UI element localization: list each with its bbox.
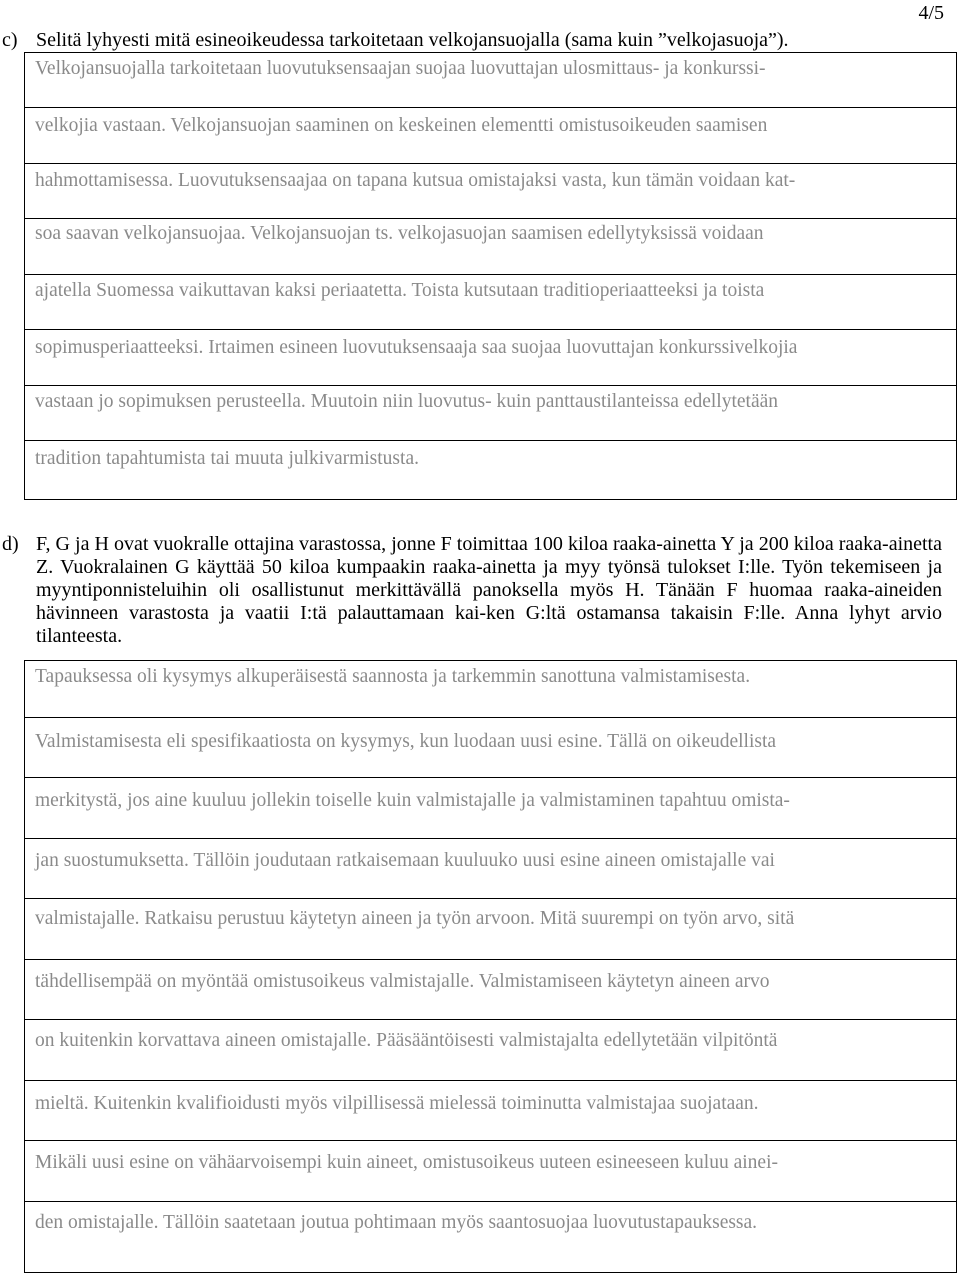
answer-d-rule	[25, 838, 956, 839]
answer-c-line: ajatella Suomessa vaikuttavan kaksi periaatetta. Toista kutsutaan traditioperiaatteeksi ja toista	[35, 280, 765, 301]
answer-d-line: Tapauksessa oli kysymys alkuperäisestä saannosta ja tarkemmin sanottuna valmistamisesta.	[35, 666, 751, 687]
answer-d-rule	[25, 1080, 956, 1081]
answer-c-rule	[25, 107, 956, 108]
question-d-text: F, G ja H ovat vuokralle ottajina varastossa, jonne F toimittaa 100 kiloa raaka-ainetta Y ja 200 kiloa raaka-ainetta Z. Vuokralainen G käyttää 50 kiloa kumpaakin raaka-ainetta ja myy työnsä tulokset I:lle. Työn tekemiseen ja myyntiponnisteluihin oli osallistunut merkittävällä panoksella myös H. Tänään F huomaa raaka-aineiden hävinneen varastosta ja vaatii I:tä palauttamaan kai-ken G:ltä ostamansa takaisin F:lle. Anna lyhyt arvio tilanteesta.	[36, 533, 942, 647]
answer-d-line: den omistajalle. Tällöin saatetaan joutua pohtimaan myös saantosuojaa luovutustapauksessa.	[35, 1212, 758, 1233]
answer-c-line: vastaan jo sopimuksen perusteella. Muutoin niin luovutus- kuin panttaustilanteissa edellytetään	[35, 391, 779, 412]
answer-d-rule	[25, 959, 956, 960]
answer-c-line: hahmottamisessa. Luovutuksensaajaa on tapana kutsua omistajaksi vasta, kun tämän voidaan kat-	[35, 170, 796, 191]
answer-d-line: on kuitenkin korvattava aineen omistajalle. Pääsääntöisesti valmistajalta edellytetään vilpitöntä	[35, 1030, 778, 1051]
answer-c-rule	[25, 274, 956, 275]
answer-c-line: velkojia vastaan. Velkojansuojan saaminen on keskeinen elementti omistusoikeuden saamisen	[35, 115, 768, 136]
answer-d-rule	[25, 1140, 956, 1141]
answer-c-rule	[25, 440, 956, 441]
answer-d-rule	[25, 898, 956, 899]
answer-c-line: soa saavan velkojansuojaa. Velkojansuojan ts. velkojasuojan saamisen edellytyksissä voidaan	[35, 223, 764, 244]
answer-c-line: tradition tapahtumista tai muuta julkivarmistusta.	[35, 448, 419, 469]
answer-d-rule	[25, 1201, 956, 1202]
answer-c-rule	[25, 163, 956, 164]
answer-c-rule	[25, 329, 956, 330]
answer-d-line: valmistajalle. Ratkaisu perustuu käytetyn aineen ja työn arvoon. Mitä suurempi on työn arvo, sitä	[35, 908, 795, 929]
question-c-label: c)	[2, 29, 18, 51]
answer-box-d[interactable]	[24, 660, 957, 1273]
answer-d-line: Valmistamisesta eli spesifikaatiosta on kysymys, kun luodaan uusi esine. Tällä on oikeudellista	[35, 731, 777, 752]
answer-d-line: merkitystä, jos aine kuuluu jollekin toiselle kuin valmistajalle ja valmistaminen tapahtuu omista-	[35, 790, 790, 811]
answer-box-c[interactable]	[24, 52, 957, 500]
answer-c-rule	[25, 385, 956, 386]
answer-c-line: Velkojansuojalla tarkoitetaan luovutuksensaajan suojaa luovuttajan ulosmittaus- ja konkurssi-	[35, 58, 766, 79]
answer-d-line: Mikäli uusi esine on vähäarvoisempi kuin aineet, omistusoikeus uuteen esineeseen kuluu ainei-	[35, 1152, 778, 1173]
question-d-label: d)	[2, 533, 19, 555]
answer-d-line: mieltä. Kuitenkin kvalifioidusti myös vilpillisessä mielessä toiminutta valmistajaa suojataan.	[35, 1093, 759, 1114]
answer-d-line: jan suostumuksetta. Tällöin joudutaan ratkaisemaan kuuluuko uusi esine aineen omistajalle vai	[35, 850, 775, 871]
page-number: 4/5	[918, 2, 944, 24]
answer-d-line: tähdellisempää on myöntää omistusoikeus valmistajalle. Valmistamiseen käytetyn aineen arvo	[35, 971, 770, 992]
answer-d-rule	[25, 1019, 956, 1020]
answer-c-line: sopimusperiaatteeksi. Irtaimen esineen luovutuksensaaja saa suojaa luovuttajan konkurssivelkojia	[35, 337, 798, 358]
question-c-text: Selitä lyhyesti mitä esineoikeudessa tarkoitetaan velkojansuojalla (sama kuin ”velkojasuoja”).	[36, 29, 789, 51]
answer-c-rule	[25, 218, 956, 219]
answer-d-rule	[25, 777, 956, 778]
answer-d-rule	[25, 717, 956, 718]
